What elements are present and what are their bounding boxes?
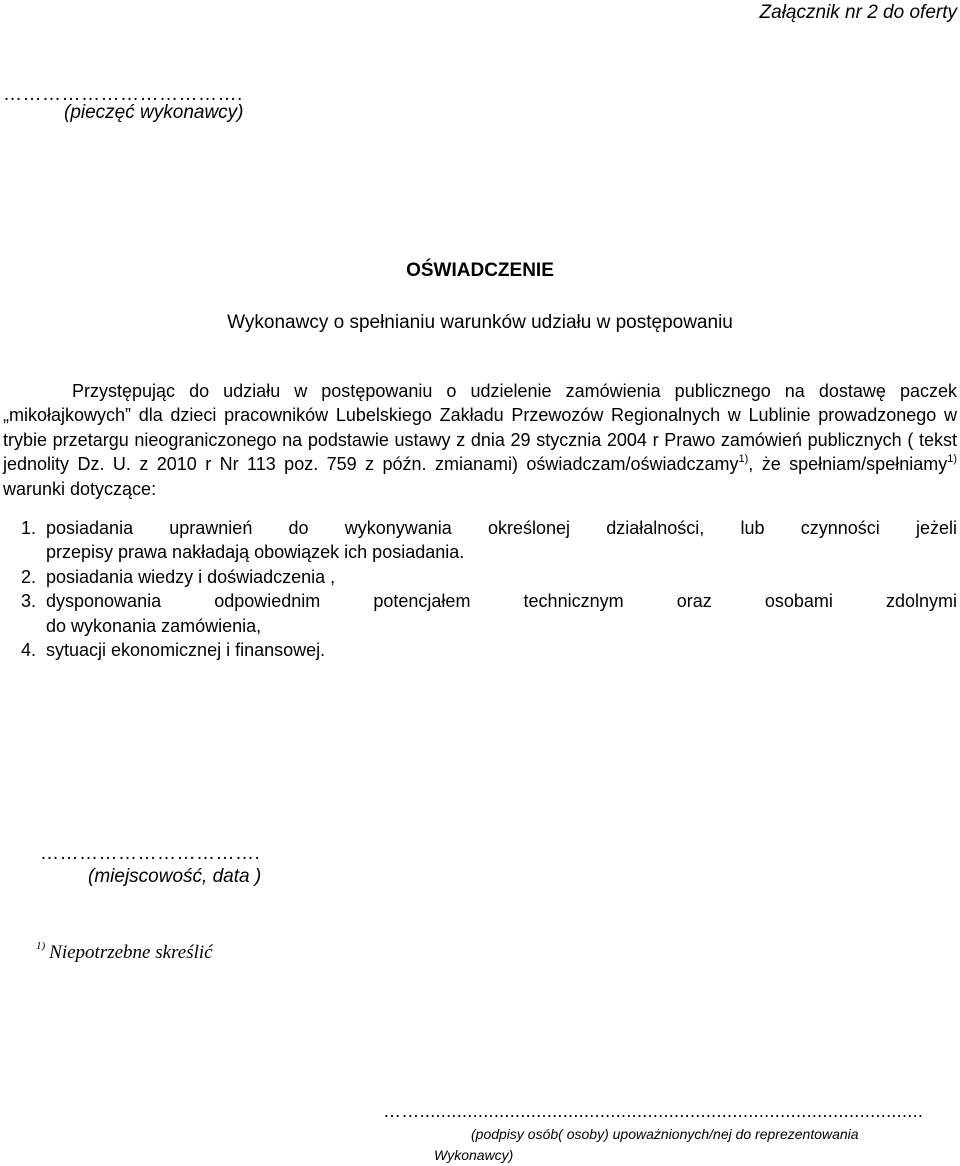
condition-item <box>3 589 957 638</box>
declaration-paragraph <box>3 379 957 501</box>
condition-number: 1. <box>21 518 37 538</box>
condition-text <box>46 589 957 638</box>
document-subtitle: Wykonawcy o spełnianiu warunków udziału w postępowaniu <box>227 312 733 333</box>
signature-dotted-line: ……............................................................................................... <box>383 1101 924 1121</box>
condition-item <box>3 565 957 589</box>
condition-text-line: posiadania wiedzy i doświadczenia , <box>46 566 336 587</box>
condition-text <box>46 638 957 662</box>
declaration-text-part3: warunki dotyczące: <box>3 478 157 499</box>
condition-item <box>3 638 957 662</box>
place-date-caption: (miejscowość, data ) <box>88 866 262 887</box>
signature-caption <box>434 1124 934 1166</box>
declaration-text-part1: Przystępując do udziału w postępowaniu o udzielenie zamówienia publicznego na dostawę paczek „mikołajkowych” dla dzieci pracowników Lubelskiego Zakładu Przewozów Regionalnych w Lublinie prowadzonego w trybie przetargu nieograniczonego na podstawie ustawy z dnia 29 stycznia 2004 r Prawo zamówień publicznych ( tekst jednolity Dz. U. z 2010 r Nr 113 poz. 759 z późn. zmianami) oświadczam/oświadczamy <box>3 381 957 475</box>
condition-text-line: do wykonania zamówienia, <box>46 615 262 636</box>
footnote <box>36 940 213 964</box>
footnote-ref-2: 1) <box>947 453 957 466</box>
condition-text-line: przepisy prawa nakładają obowiązek ich posiadania. <box>46 542 465 563</box>
document-title: OŚWIADCZENIE <box>406 260 554 281</box>
signature-caption-line1: (podpisy osób( osoby) upoważnionych/nej do reprezentowania <box>471 1126 859 1142</box>
attachment-label: Załącznik nr 2 do oferty <box>759 2 957 23</box>
condition-number: 3. <box>21 591 37 612</box>
condition-number: 2. <box>21 566 37 587</box>
condition-item <box>3 516 957 565</box>
condition-text-line: sytuacji ekonomicznej i finansowej. <box>46 640 326 661</box>
stamp-dotted-line: ………………………………. <box>3 84 243 105</box>
declaration-text-part2: , że spełniam/spełniamy <box>748 454 948 475</box>
footnote-text: Niepotrzebne skreślić <box>49 942 213 963</box>
conditions-list <box>3 516 957 662</box>
place-date-dotted-line: ……………………………. <box>40 843 261 864</box>
signature-caption-line2: Wykonawcy) <box>434 1147 514 1163</box>
footnote-ref-1: 1) <box>738 453 749 466</box>
condition-text <box>46 565 957 589</box>
stamp-caption: (pieczęć wykonawcy) <box>64 102 244 123</box>
condition-text-line: dysponowania odpowiednim potencjałem technicznym oraz osobami zdolnymi <box>46 591 957 612</box>
condition-text <box>46 516 957 565</box>
condition-number: 4. <box>21 640 37 661</box>
footnote-marker: 1) <box>36 940 46 952</box>
condition-text-line: posiadania uprawnień do wykonywania określonej działalności, lub czynności jeżeli <box>46 518 957 538</box>
